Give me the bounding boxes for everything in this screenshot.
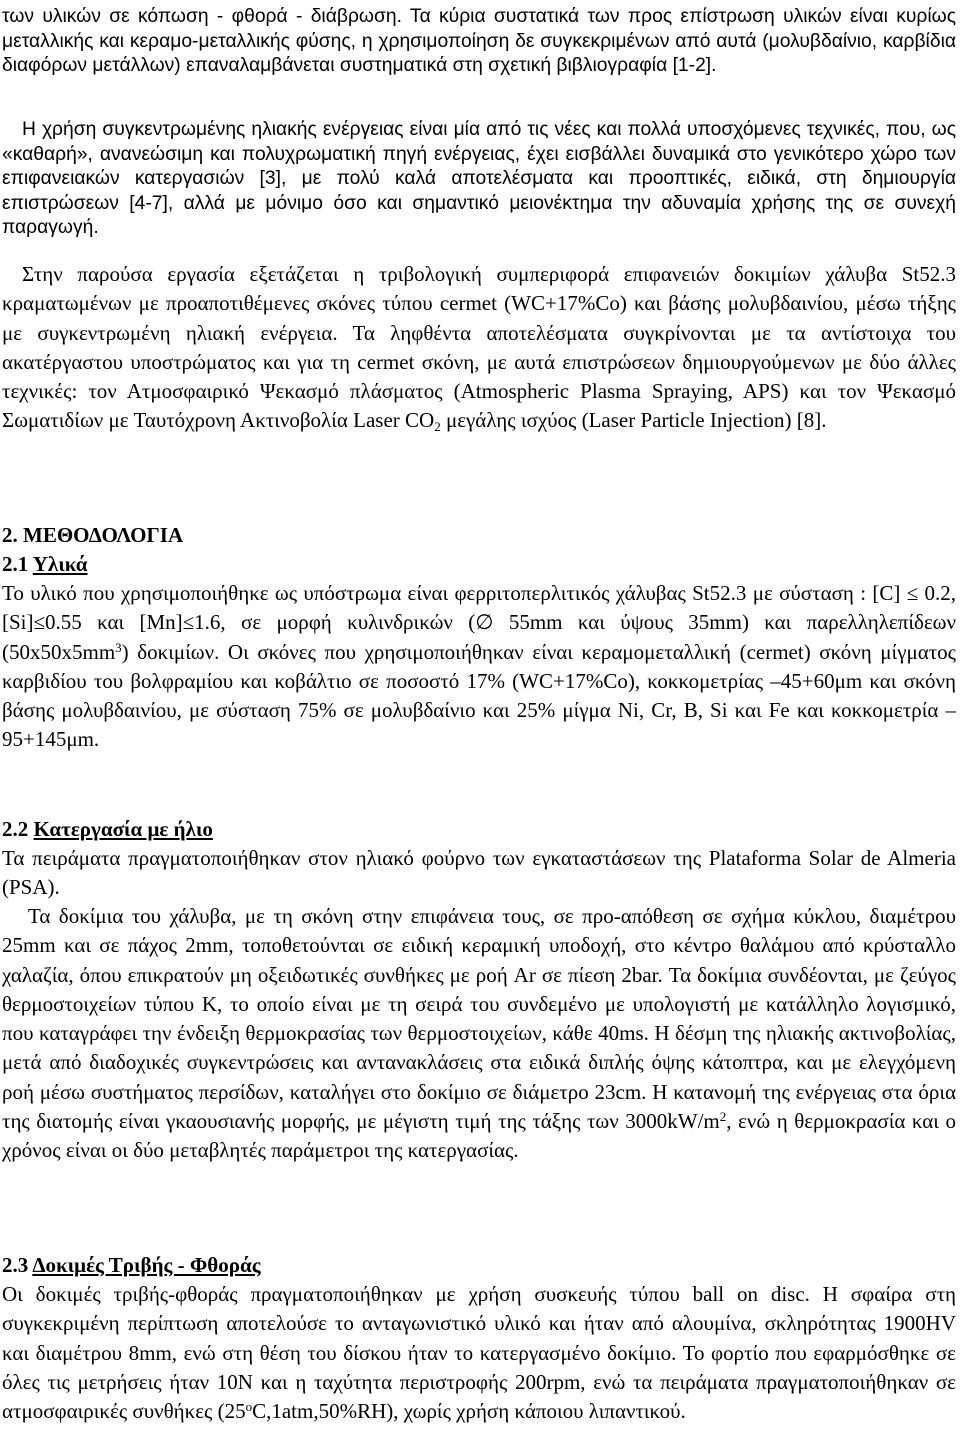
le-symbol: ≤ [33,610,46,635]
le-symbol: ≤ [182,610,195,635]
section-2-3-title: Δοκιμές Τριβής - Φθοράς [32,1253,261,1277]
cubic-superscript: 3 [115,639,122,655]
section-2-1-title: Υλικά [32,552,88,576]
section-2-heading: 2. ΜΕΘΟΔΟΛΟΓΙΑ [2,523,184,547]
intro-p3-text-a: Στην παρούσα εργασία εξετάζεται η τριβολογική συμπεριφορά επιφανειών δοκιμίων χάλυβα St52.3 κραματωμένων με προαποτιθέμενες σκόνες τύπου cermet (WC+17%Co) και βάσης μολυβδαινίου, μέσω τήξης με συγκεντρωμένη ηλιακή ενέργεια. Τα ληφθέντα αποτελέσματα συγκρίνονται με τα αντίστοιχα του ακατέργαστου υποστρώματος και για τη cermet σκόνη, με αυτά επιστρώσεων δημιουργούμενων με δύο άλλες τεχνικές: τον Ατμοσφαιρικό Ψεκασμό πλάσματος (Atmospheric Plasma Spraying, APS) και τον Ψεκασμό Σωματιδίων με Ταυτόχρονη Ακτινοβολία Laser CO [2,262,956,433]
section-2-1-number: 2.1 [2,552,33,576]
co2-subscript: 2 [434,419,441,435]
solar-paragraph-2 [2,902,956,1166]
materials-text-b: 0.2, [Si] [2,581,957,635]
degree-superscript: o [245,1399,253,1415]
wear-text-b: C,1atm,50%RH), χωρίς χρήση κάποιου λιπαντικού. [252,1399,686,1424]
diameter-symbol: ∅ [475,610,494,635]
materials-text-a: Το υλικό που χρησιμοποιήθηκε ως υπόστρωμα είναι φερριτοπερλιτικός χάλυβας St52.3 με σύσταση : [C] [2,581,907,605]
section-2-1-heading [2,550,88,579]
materials-text-d: 1.6, σε μορφή κυλινδρικών ( [194,610,476,635]
wear-test-paragraph [2,1280,956,1426]
section-2-2-title: Κατεργασία με ήλιο [33,817,213,841]
materials-text-e: 55mm και ύψους 35mm) και παρελληλεπίδεων (50x50x5mm [2,610,956,664]
intro-paragraph-3 [2,260,956,436]
section-2-3-number: 2.3 [2,1253,33,1277]
intro-paragraph-1: των υλικών σε κόπωση - φθορά - διάβρωση. Τα κύρια συστατικά των προς επίστρωση υλικών είναι κυρίως μεταλλικής και κεραμο-μεταλλικής φύσης, η χρησιμοποίηση δε συγκεκριμένων από αυτά (μολυβδαίνιο, καρβίδια διαφόρων μετάλλων) επαναλαμβάνεται συστηματικά στη σχετική βιβλιογραφία [1-2]. [2,6,956,77]
intro-paragraph-2: Η χρήση συγκεντρωμένης ηλιακής ενέργειας είναι μία από τις νέες και πολλά υποσχόμενες τεχνικές, που, ως «καθαρή», ανανεώσιμη και πολυχρωματική πηγή ενέργειας, έχει εισβάλλει δυναμικά στο γενικότερο χώρο των επιφανειακών κατεργασιών [3], με πολύ καλά αποτελέσματα και προοπτικές, ειδικά, στη δημιουργία επιστρώσεων [4-7], αλλά με μόνιμο όσο και σημαντικό μειονέκτημα την αδυναμία χρήσης της σε συνεχή παραγωγή. [2,119,956,239]
le-symbol: ≤ [906,581,919,605]
materials-paragraph [2,579,956,755]
section-2-2-heading [2,815,213,844]
section-2-2-number: 2.2 [2,817,34,841]
materials-text-c: 0.55 και [Mn] [45,610,183,635]
squared-superscript: 2 [719,1109,727,1125]
solar-text-a: Τα δοκίμια του χάλυβα, με τη σκόνη στην επιφάνεια τους, σε προ-απόθεση σε σχήμα κύκλου, διαμέτρου 25mm και σε πάχος 2mm, τοποθετούνται σε ειδική κεραμική υποδοχή, στο κέντρο θαλάμου από κρύσταλλο χαλαζία, όπου επικρατούν μη οξειδωτικές συνθήκες με ροή Ar σε πίεση 2bar. Τα δοκίμια συνδέονται, με ζεύγος θερμοστοιχείων τύπου K, το οποίο είναι με τη σειρά του συνδεμένο με υπολογιστή με κατάλληλο λογισμικό, που καταγράφει την ένδειξη θερμοκρασίας των θερμοστοιχείων, κάθε 40ms. Η δέσμη της ηλιακής ακτινοβολίας, μετά από διαδοχικές συγκεντρώσεις και αντανακλάσεις στα ειδικά διπλής όψης κάτοπτρα, και με ελεγχόμενη ροή μέσω συστήματος περσίδων, καταλήγει στο δοκίμιο σε διάμετρο 23cm. Η κατανομή της ενέργειας στα όρια της διατομής είναι γκαουσιανής μορφής, με μέγιστη τιμή της τάξης των 3000kW/m [2,904,956,1134]
intro-p3-text-b: μεγάλης ισχύος (Laser Particle Injection) [8]. [440,408,827,433]
section-2-3-heading [2,1251,261,1280]
wear-text-a: Οι δοκιμές τριβής-φθοράς πραγματοποιήθηκαν με χρήση συσκευής τύπου ball on disc. Η σφαίρα στη συγκεκριμένη περίπτωση αποτελούσε το ανταγωνιστικό υλικό και ήταν από αλουμίνα, σκληρότητας 1900HV και διαμέτρου 8mm, ενώ στη θέση του δίσκου ήταν το κατεργασμένο δοκίμιο. Το φορτίο που εφαρμόσθηκε σε όλες τις μετρήσεις ήταν 10N και η ταχύτητα περιστροφής 200rpm, ενώ τα πειράματα πραγματοποιήθηκαν σε ατμοσφαιρικές συνθήκες (25 [2,1282,956,1424]
materials-text-f: ) δοκιμίων. Οι σκόνες που χρησιμοποιήθηκαν είναι κεραμομεταλλική (cermet) σκόνη μίγματος καρβιδίου του βολφραμίου και κοβάλτιο σε ποσοστό 17% (WC+17%Co), κοκκομετρίας –45+60μm και σκόνη βάσης μολυβδαινίου, με σύσταση 75% σε μολυβδαίνιο και 25% μίγμα Ni, Cr, B, Si και Fe και κοκκομετρία – 95+145μm. [2,639,956,752]
solar-text-b: , ενώ η θερμοκρασία και ο χρόνος είναι οι δύο μεταβλητές παράμετροι της κατεργασίας. [2,1109,956,1163]
solar-paragraph-1: Τα πειράματα πραγματοποιήθηκαν στον ηλιακό φούρνο των εγκαταστάσεων της Plataforma Solar de Almeria (PSA). [2,846,956,900]
